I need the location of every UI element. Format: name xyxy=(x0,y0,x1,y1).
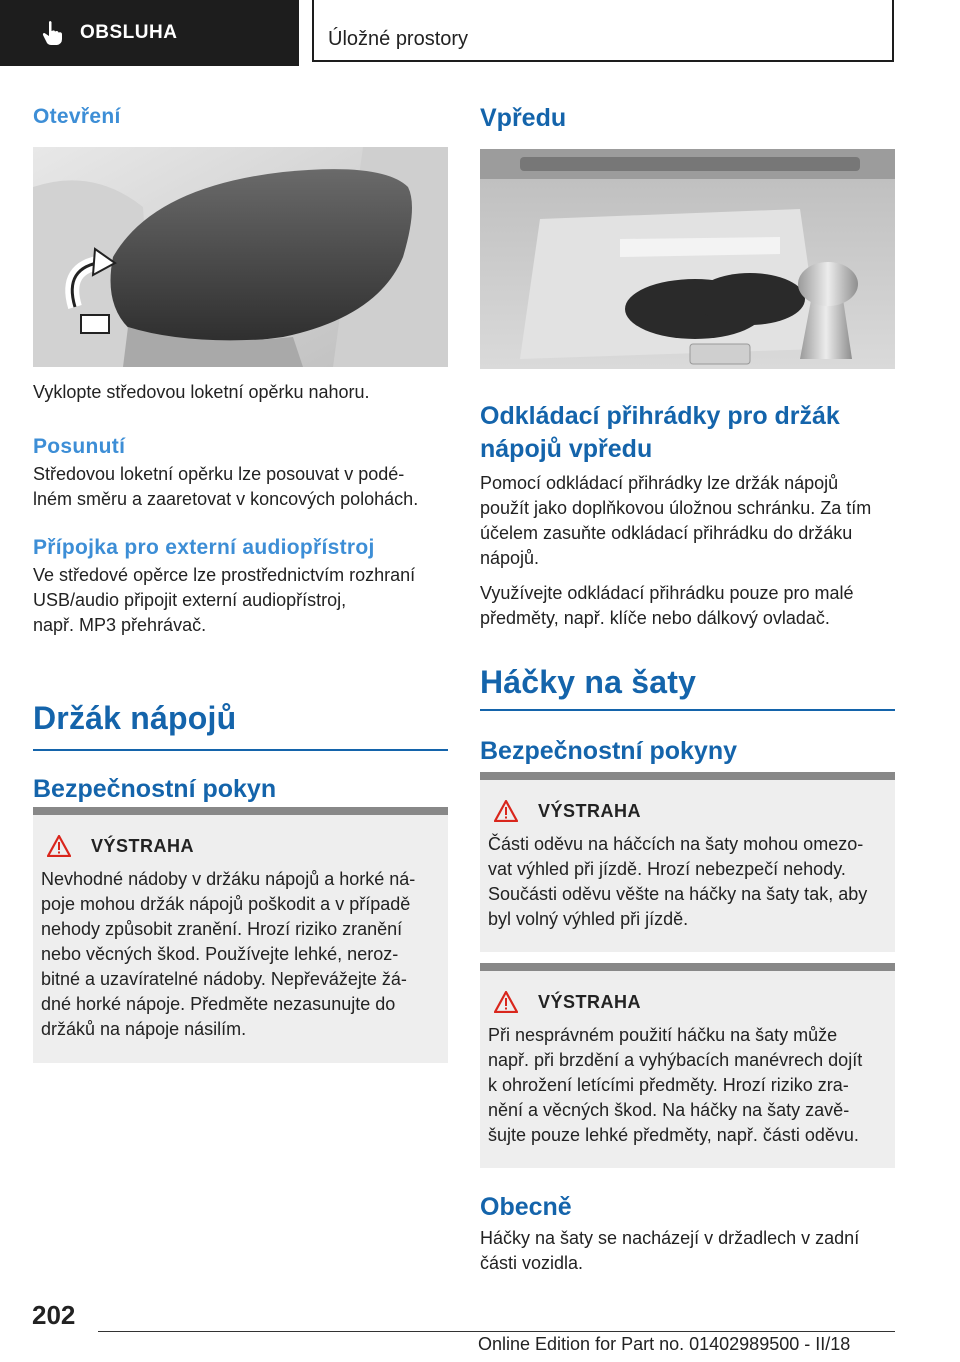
warning-title: VÝSTRAHA xyxy=(538,991,642,1012)
chapter-title: Úložné prostory xyxy=(328,28,469,50)
tray-heading-line-1: Odkládací přihrádky pro držák xyxy=(480,402,840,430)
warning-line: Nevhodné nádoby v držáku nápojů a horké ná- xyxy=(41,869,416,889)
opening-text: Vyklopte středovou loketní opěrku nahoru. xyxy=(33,382,370,402)
warning-line: nebo věcných škod. Používejte lehké, neroz- xyxy=(41,944,399,964)
warning-title: VÝSTRAHA xyxy=(91,835,195,856)
warning-box-right-1 xyxy=(480,772,895,952)
opening-heading: Otevření xyxy=(33,105,121,128)
tray-text: nápojů. xyxy=(480,548,540,568)
shift-text-1: Středovou loketní opěrku lze posouvat v podé- xyxy=(33,464,405,484)
warning-line: vat výhled při jízdě. Hrozí nebezpečí nehody. xyxy=(488,859,846,879)
warning-line: Součásti oděvu věšte na háčky na šaty tak, aby xyxy=(488,884,868,904)
warning-triangle-icon xyxy=(47,835,71,857)
general-text-2: části vozidla. xyxy=(480,1253,584,1273)
tray-heading-line-2: nápojů vpředu xyxy=(480,434,653,463)
warning-line: k ohrožení letícími předměty. Hrozí riziko zra- xyxy=(488,1075,849,1095)
hooks-heading: Háčky na šaty xyxy=(480,664,697,700)
cup-holder-heading: Držák nápojů xyxy=(33,700,237,736)
page-number: 202 xyxy=(32,1300,76,1330)
tray-text: účelem zasuňte odkládací přihrádku do držáku xyxy=(480,523,853,543)
warning-line: bitné a uzavíratelné nádoby. Nepřevážejte žá- xyxy=(41,969,407,989)
audio-text-1: Ve středové opěrce lze prostřednictvím rozhraní xyxy=(33,565,416,585)
left-text-block xyxy=(33,380,448,638)
warning-box-right-2 xyxy=(480,963,895,1168)
warning-line: poje mohou držák nápojů poškodit a v případě xyxy=(41,894,411,914)
warning-line: např. při brzdění a vyhýbacích manévrech dojít xyxy=(488,1050,863,1070)
tray-text: Využívejte odkládací přihrádku pouze pro malé xyxy=(480,583,854,603)
shift-heading: Posunutí xyxy=(33,435,126,458)
warning-triangle-icon xyxy=(494,800,518,822)
warning-line: šujte pouze lehké předměty, např. části oděvu. xyxy=(488,1125,859,1145)
general-text-1: Háčky na šaty se nacházejí v držadlech v zadní xyxy=(480,1228,860,1248)
general-heading: Obecně xyxy=(480,1193,572,1221)
safety-heading-left: Bezpečnostní pokyn xyxy=(33,775,277,803)
chapter-box xyxy=(312,0,894,62)
warning-line: držáků na nápoje násilím. xyxy=(41,1019,247,1039)
cup-holder-photo xyxy=(480,149,895,369)
warning-line: byl volný výhled při jízdě. xyxy=(488,909,689,929)
cup-holder-section xyxy=(33,700,448,804)
warning-box-left xyxy=(33,807,448,1063)
section-tab xyxy=(0,0,299,66)
edition-text: Online Edition for Part no. 01402989500 - II/18 xyxy=(478,1334,851,1354)
hooks-section xyxy=(480,664,895,766)
warning-line: Při nesprávném použití háčku na šaty může xyxy=(488,1025,838,1045)
hand-pointer-icon xyxy=(40,20,64,46)
warning-line: Části oděvu na háčcích na šaty mohou omezo- xyxy=(488,834,864,854)
page-header xyxy=(0,0,960,66)
general-section xyxy=(480,1193,895,1276)
section-label: OBSLUHA xyxy=(80,22,178,43)
front-section xyxy=(480,104,895,133)
warning-title: VÝSTRAHA xyxy=(538,800,642,821)
tray-text: použít jako doplňkovou úložnou schránku. Za tím xyxy=(480,498,872,518)
tray-text: předměty, např. klíče nebo dálkový ovladač. xyxy=(480,608,830,628)
warning-triangle-icon xyxy=(494,991,518,1013)
front-heading: Vpředu xyxy=(480,104,567,132)
footer-rule xyxy=(98,1331,895,1332)
armrest-photo xyxy=(33,147,448,367)
safety-heading-right: Bezpečnostní pokyny xyxy=(480,737,737,765)
audio-text-2: USB/audio připojit externí audiopřístroj, xyxy=(33,590,347,610)
warning-line: dné horké nápoje. Předměte nezasunujte do xyxy=(41,994,396,1014)
heading-rule xyxy=(33,749,448,751)
audio-text-3: např. MP3 přehrávač. xyxy=(33,615,207,635)
left-column xyxy=(33,105,448,129)
warning-line: nění a věcných škod. Na háčky na šaty zavě- xyxy=(488,1100,850,1120)
heading-rule xyxy=(480,709,895,711)
tray-text: Pomocí odkládací přihrádky lze držák nápojů xyxy=(480,473,839,493)
tray-section xyxy=(480,400,895,631)
audio-heading: Přípojka pro externí audiopřístroj xyxy=(33,536,375,559)
warning-line: nehody způsobit zranění. Hrozí riziko zranění xyxy=(41,919,403,939)
shift-text-2: lném směru a zaaretovat v koncových polohách. xyxy=(33,489,419,509)
